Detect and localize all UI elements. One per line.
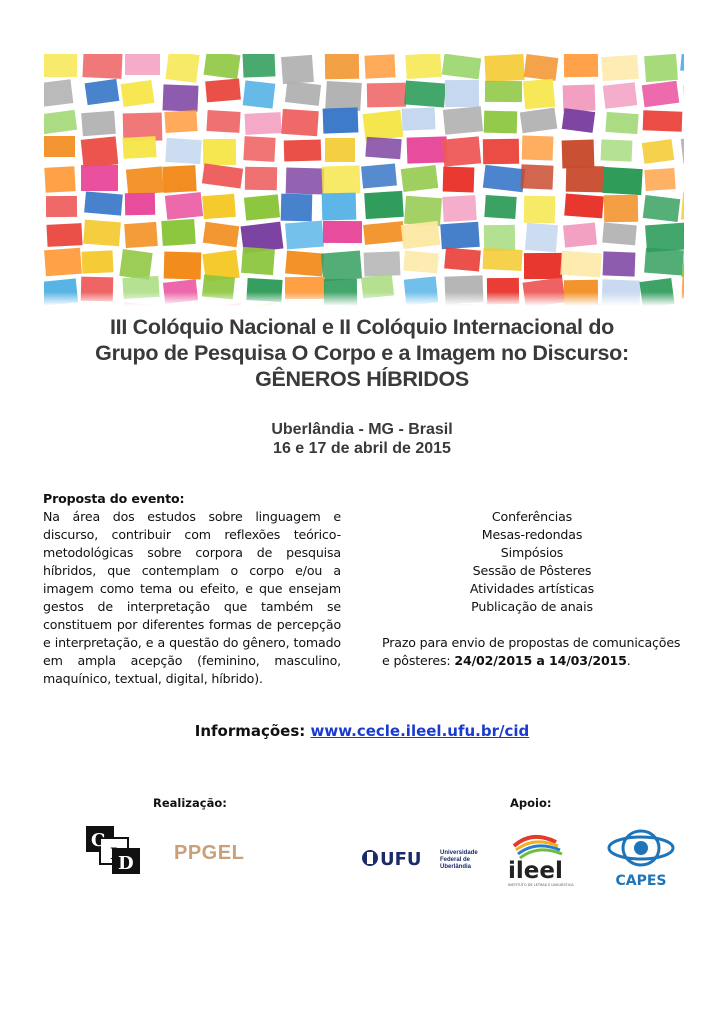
mosaic-fade <box>44 292 684 306</box>
mosaic-tile <box>484 54 524 82</box>
banner-mosaic <box>44 54 684 306</box>
mosaic-tile <box>161 219 195 246</box>
mosaic-tile <box>523 79 556 109</box>
activity-item: Atividades artísticas <box>469 581 595 596</box>
ppgel-logo: PPGEL <box>174 842 245 864</box>
activity-item: Conferências <box>491 509 573 524</box>
mosaic-tile <box>325 138 355 162</box>
mosaic-tile <box>484 195 517 219</box>
ufu-subtitle <box>440 850 478 871</box>
mosaic-tile <box>164 252 202 280</box>
mosaic-tile <box>322 193 357 221</box>
mosaic-tile <box>245 167 277 190</box>
deadline-end: . <box>626 653 631 668</box>
capes-emblem-icon <box>634 841 648 855</box>
mosaic-tile <box>205 79 240 102</box>
mosaic-tile <box>281 194 312 221</box>
mosaic-tile <box>525 223 558 253</box>
mosaic-tile <box>82 110 116 135</box>
title-line-3: GÊNEROS HÍBRIDOS <box>255 367 469 391</box>
mosaic-tile <box>281 109 318 136</box>
mosaic-tile <box>84 79 119 106</box>
mosaic-tile <box>46 223 82 247</box>
mosaic-tile <box>44 136 75 157</box>
mosaic-tile <box>524 253 562 280</box>
mosaic-tile <box>122 136 156 159</box>
mosaic-tile <box>484 110 518 133</box>
ileel-logo <box>504 832 576 888</box>
mosaic-tile <box>444 247 480 271</box>
mosaic-tile <box>44 110 77 135</box>
ufu-sub-line: Federal de <box>440 857 471 863</box>
mosaic-tile <box>362 163 397 188</box>
mosaic-tile <box>563 223 597 248</box>
ufu-sub-line: Universidade <box>440 850 478 856</box>
mosaic-tile <box>405 54 441 79</box>
realizacao-label: Realização: <box>153 796 227 810</box>
mosaic-tile <box>483 139 519 164</box>
mosaic-tile <box>365 137 402 160</box>
mosaic-tile <box>202 194 235 220</box>
mosaic-tile <box>642 80 679 106</box>
mosaic-tile <box>562 84 595 111</box>
mosaic-tile <box>564 193 604 218</box>
title-line-1: III Colóquio Nacional e II Colóquio Internacional do <box>109 315 614 339</box>
mosaic-tile <box>522 135 554 160</box>
mosaic-tile <box>442 195 477 222</box>
cid-letter-c: C <box>91 830 106 851</box>
mosaic-tile <box>644 54 677 82</box>
proposal-section <box>43 490 341 688</box>
mosaic-tile <box>681 54 684 74</box>
mosaic-tile <box>401 221 440 249</box>
mosaic-tile <box>566 165 604 191</box>
cid-logo <box>86 826 142 876</box>
mosaic-tile <box>601 139 633 161</box>
mosaic-tile <box>286 167 325 194</box>
activity-item: Publicação de anais <box>471 599 593 614</box>
mosaic-tile <box>206 110 240 133</box>
mosaic-tile <box>126 167 164 196</box>
mosaic-tile <box>166 138 202 164</box>
mosaic-tile <box>402 108 436 131</box>
proposal-heading: Proposta do evento: <box>43 491 185 506</box>
mosaic-tile <box>364 191 403 220</box>
mosaic-tile <box>642 110 682 132</box>
mosaic-tile <box>562 139 595 168</box>
mosaic-tile <box>680 135 684 164</box>
mosaic-tile <box>520 108 557 133</box>
mosaic-tile <box>681 191 684 222</box>
mosaic-tile <box>483 165 525 193</box>
mosaic-tile <box>524 196 556 223</box>
activities-list <box>382 508 682 616</box>
deadline-dates: 24/02/2015 a 14/03/2015 <box>454 653 627 668</box>
mosaic-tile <box>605 112 638 134</box>
mosaic-tile <box>521 164 554 189</box>
mosaic-tile <box>602 223 637 246</box>
mosaic-tile <box>482 248 522 271</box>
info-label: Informações: <box>194 722 311 740</box>
mosaic-tile <box>242 80 275 108</box>
ileel-text: ileel <box>508 858 563 884</box>
mosaic-tile <box>643 195 680 222</box>
mosaic-tile <box>367 83 407 108</box>
mosaic-tile <box>326 81 362 111</box>
ufu-sub-line: Uberlândia <box>440 864 472 870</box>
mosaic-tile <box>202 139 235 166</box>
submission-deadline <box>382 634 682 670</box>
mosaic-tile <box>560 251 601 277</box>
mosaic-tile <box>45 167 77 193</box>
mosaic-tile <box>443 166 475 192</box>
mosaic-tile <box>603 195 637 222</box>
mosaic-tile <box>644 168 675 191</box>
mosaic-tile <box>442 136 481 166</box>
cid-letter-d: D <box>118 853 134 874</box>
event-title <box>40 314 684 392</box>
mosaic-tile <box>285 81 321 106</box>
event-location <box>40 420 684 458</box>
mosaic-tile <box>323 108 359 134</box>
mosaic-tile <box>562 108 595 133</box>
cid-letter-i: I <box>110 844 118 863</box>
mosaic-tile <box>404 80 446 107</box>
event-dates: 16 e 17 de abril de 2015 <box>273 440 451 457</box>
mosaic-tile <box>83 54 123 79</box>
mosaic-tile <box>440 222 480 249</box>
capes-logo <box>604 826 678 888</box>
proposal-text: Na área dos estudos sobre linguagem e discurso, contribuir com reflexões teórico-metodológicas sobre corpora de pesquisa híbridos, que contemplam o corpo e/ou a imagem como tema ou efeito, e que ensejam gestos de interpretação que também se constituem por diferentes formas de percepção e interpretação, e a questão do gênero, tomado em ampla acepção (feminino, masculino, maquínico, textual, digital, híbrido). <box>43 509 341 686</box>
mosaic-tile <box>363 221 404 245</box>
info-line <box>0 722 724 740</box>
mosaic-tile <box>125 54 160 75</box>
mosaic-tile <box>485 81 522 103</box>
mosaic-tile <box>603 167 643 195</box>
mosaic-tile <box>441 54 481 79</box>
mosaic-tile <box>400 165 437 192</box>
mosaic-tile <box>44 80 74 108</box>
mosaic-tile <box>164 192 202 220</box>
mosaic-tile <box>165 54 199 82</box>
mosaic-tile <box>484 224 516 250</box>
mosaic-tile <box>321 250 362 281</box>
mosaic-tile <box>443 106 483 134</box>
mosaic-tile <box>323 221 362 243</box>
mosaic-tile <box>44 248 81 277</box>
mosaic-tile <box>283 139 321 161</box>
mosaic-tile <box>321 166 360 195</box>
activity-item: Mesas-redondas <box>481 527 583 542</box>
mosaic-tile <box>406 137 446 165</box>
mosaic-tile <box>602 252 635 277</box>
mosaic-tile <box>245 112 282 135</box>
capes-text: CAPES <box>615 873 667 888</box>
mosaic-tile <box>83 220 121 247</box>
mosaic-tile <box>81 165 118 191</box>
event-city: Uberlândia - MG - Brasil <box>271 421 453 438</box>
mosaic-tile <box>81 250 113 273</box>
mosaic-tile <box>203 221 240 247</box>
mosaic-tile <box>364 252 401 278</box>
program-section <box>382 508 682 670</box>
mosaic-tile <box>641 139 674 164</box>
deadline-text: Prazo para envio de propostas de comunicações e pôsteres: <box>382 635 681 668</box>
activity-item: Sessão de Pôsteres <box>472 563 592 578</box>
mosaic-tile <box>202 163 244 188</box>
mosaic-tile <box>286 220 325 249</box>
mosaic-tile <box>524 54 559 81</box>
mosaic-tile <box>204 54 241 80</box>
mosaic-tile <box>563 54 597 77</box>
mosaic-tile <box>241 247 275 275</box>
mosaic-tile <box>243 136 275 162</box>
ufu-logo <box>360 846 438 870</box>
mosaic-tile <box>285 250 324 276</box>
mosaic-tile <box>46 196 77 217</box>
mosaic-tile <box>644 247 684 275</box>
ileel-subtitle: INSTITUTO DE LETRAS E LINGUÍSTICA <box>508 883 574 887</box>
info-link[interactable]: www.cecle.ileel.ufu.br/cid <box>310 722 530 740</box>
mosaic-tile <box>602 83 636 109</box>
mosaic-tile <box>124 222 158 249</box>
mosaic-tile <box>365 55 397 80</box>
mosaic-tile <box>162 165 196 193</box>
mosaic-tile <box>165 110 198 133</box>
title-line-2: Grupo de Pesquisa O Corpo e a Imagem no Discurso: <box>95 341 629 365</box>
mosaic-tile <box>80 136 118 167</box>
mosaic-tile <box>163 84 198 111</box>
mosaic-tile <box>44 54 77 78</box>
mosaic-tile <box>85 191 123 215</box>
mosaic-tile <box>120 80 154 107</box>
mosaic-tile <box>445 80 480 107</box>
mosaic-tile <box>125 192 155 214</box>
activity-item: Simpósios <box>500 545 564 560</box>
mosaic-tile <box>404 251 440 274</box>
apoio-label: Apoio: <box>510 796 552 810</box>
ufu-text: UFU <box>380 849 422 870</box>
mosaic-tile <box>325 54 359 79</box>
mosaic-tile <box>244 195 280 221</box>
mosaic-tile <box>601 55 638 81</box>
mosaic-tile <box>242 54 275 78</box>
